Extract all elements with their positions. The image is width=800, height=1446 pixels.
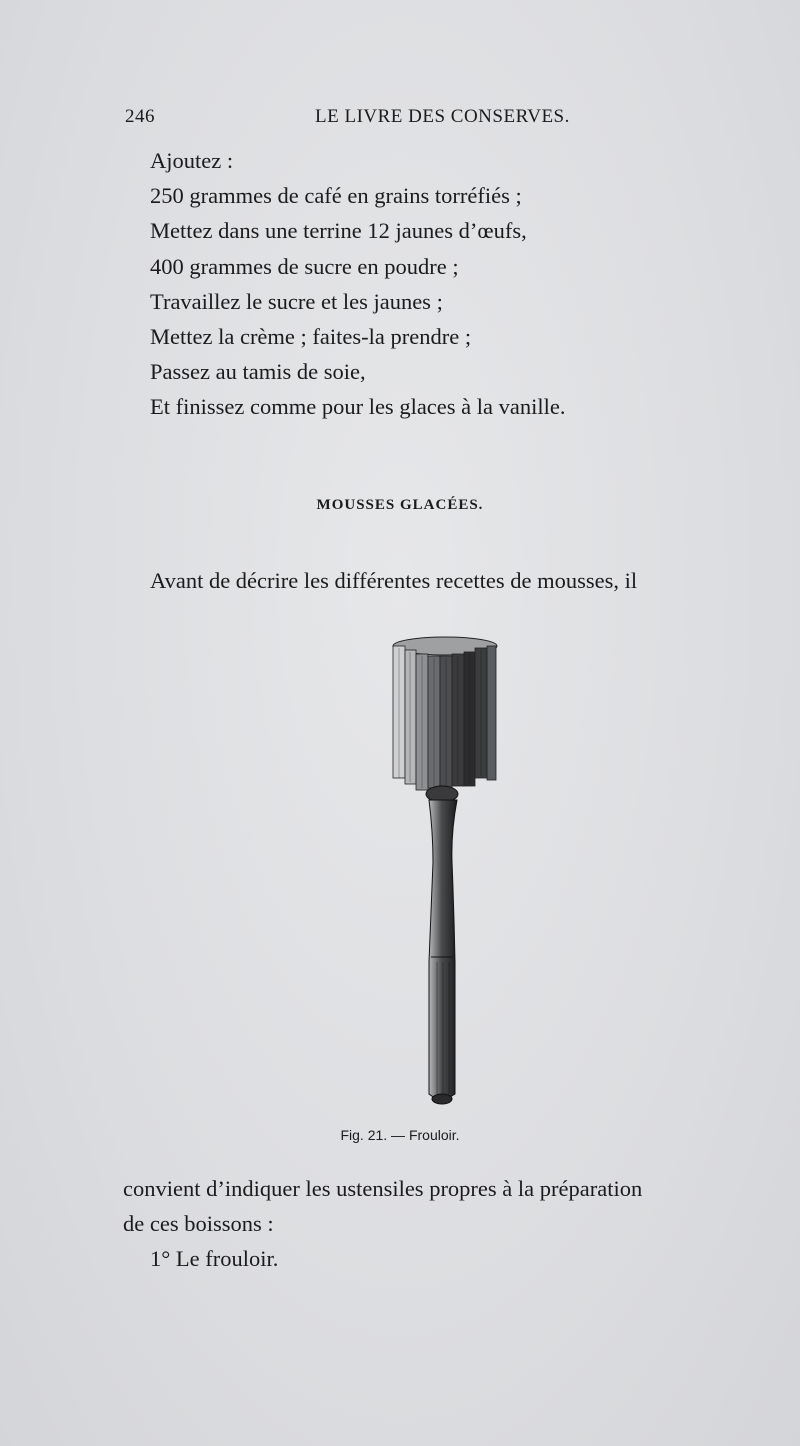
page-number: 246 bbox=[125, 106, 155, 127]
continuation-line: convient d’indiquer les ustensiles propres à la préparation bbox=[123, 1176, 643, 1201]
continuation-line: de ces boissons : bbox=[123, 1211, 274, 1236]
recipe-line: 250 grammes de café en grains torréfiés ; bbox=[150, 183, 522, 208]
continuation-line: 1° Le frouloir. bbox=[150, 1246, 279, 1271]
running-title: LE LIVRE DES CONSERVES. bbox=[315, 106, 570, 127]
recipe-line: Et finissez comme pour les glaces à la vanille. bbox=[150, 394, 566, 419]
recipe-line: 400 grammes de sucre en poudre ; bbox=[150, 254, 459, 279]
recipe-line: Travaillez le sucre et les jaunes ; bbox=[150, 289, 443, 314]
recipe-line: Passez au tamis de soie, bbox=[150, 359, 366, 384]
frouloir-illustration bbox=[385, 632, 510, 1112]
recipe-line: Mettez la crème ; faites-la prendre ; bbox=[150, 324, 472, 349]
recipe-line: Ajoutez : bbox=[150, 148, 234, 173]
intro-line: Avant de décrire les différentes recettes de mousses, il bbox=[150, 568, 638, 593]
figure-caption: Fig. 21. — Frouloir. bbox=[340, 1127, 460, 1143]
recipe-line: Mettez dans une terrine 12 jaunes d’œufs, bbox=[150, 218, 527, 243]
section-heading: MOUSSES GLACÉES. bbox=[316, 497, 484, 513]
running-head bbox=[125, 106, 585, 136]
